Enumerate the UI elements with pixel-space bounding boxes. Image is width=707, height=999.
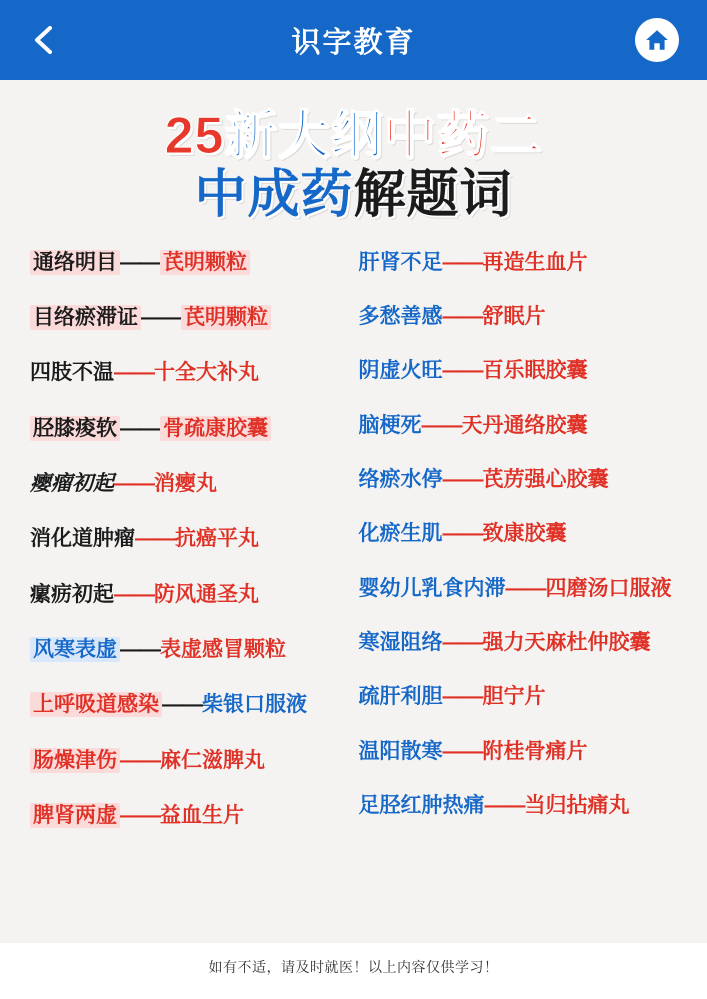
list-item — [30, 691, 349, 719]
title-seg-xindagang: 新大纲 — [224, 107, 384, 165]
list-item — [359, 466, 678, 494]
entry-drug: 强力天麻杜仲胶囊 — [482, 631, 651, 655]
entry-term: 脾肾两虚 — [30, 803, 120, 828]
disclaimer-text: 如有不适，请及时就医！以上内容仅供学习！ — [208, 959, 499, 975]
entry-term: 肠燥津伤 — [30, 748, 120, 773]
entry-term: 足胫红肿热痛 — [358, 794, 485, 818]
entry-term: 疏肝利胆 — [358, 685, 443, 709]
list-item — [359, 520, 678, 548]
entry-dash: —— — [505, 576, 546, 600]
entry-dash: —— — [135, 527, 175, 551]
entry-dash: —— — [114, 582, 154, 606]
entry-term: 阴虚火旺 — [358, 359, 443, 383]
entry-drug: 胆宁片 — [482, 685, 546, 709]
title-seg-25: 25 — [164, 107, 225, 165]
list-item — [30, 249, 349, 277]
entry-dash: —— — [484, 794, 525, 818]
entry-dash: —— — [442, 250, 483, 274]
entry-drug: 芪明颗粒 — [160, 250, 250, 275]
entry-dash: —— — [442, 468, 483, 492]
chevron-left-icon[interactable] — [28, 23, 62, 57]
entry-dash: —— — [141, 306, 181, 330]
entry-dash: —— — [442, 631, 483, 655]
list-item — [30, 636, 349, 664]
entry-drug: 附桂骨痛片 — [482, 739, 588, 763]
list-item — [30, 802, 349, 830]
list-item — [30, 415, 349, 443]
entry-dash: —— — [442, 305, 483, 329]
entry-term: 胫膝痠软 — [30, 416, 120, 441]
list-item — [30, 525, 349, 553]
page-title: 识字教育 — [291, 26, 416, 59]
poster-title — [22, 80, 685, 241]
list-item — [30, 359, 349, 387]
entry-dash: —— — [162, 693, 202, 717]
list-item — [359, 738, 678, 766]
entry-dash: —— — [120, 804, 160, 828]
entry-drug: 致康胶囊 — [482, 522, 567, 546]
entry-term: 瘰疬初起 — [30, 582, 114, 606]
entry-dash: —— — [120, 748, 160, 772]
list-item — [359, 575, 678, 603]
entry-dash: —— — [442, 522, 483, 546]
entry-term: 目络瘀滞证 — [30, 305, 141, 330]
list-item — [359, 303, 678, 331]
entry-term: 消化道肿瘤 — [30, 527, 135, 551]
entry-drug: 天丹通络胶囊 — [461, 413, 588, 437]
entry-drug: 再造生血片 — [482, 250, 588, 274]
entry-term: 婴幼儿乳食内滞 — [358, 576, 506, 600]
list-item — [30, 581, 349, 609]
list-item — [359, 412, 678, 440]
list-item — [30, 470, 349, 498]
list-item — [359, 357, 678, 385]
entry-term: 上呼吸道感染 — [30, 692, 162, 717]
entry-term: 化瘀生肌 — [358, 522, 443, 546]
entry-term: 络瘀水停 — [358, 468, 443, 492]
entry-columns — [22, 241, 685, 858]
list-item — [30, 747, 349, 775]
entry-drug: 柴银口服液 — [202, 693, 307, 717]
home-icon[interactable] — [635, 18, 679, 62]
title-seg-zhongyaoer: 中药二 — [383, 107, 543, 165]
entry-dash: —— — [442, 359, 483, 383]
entry-drug: 当归拈痛丸 — [524, 794, 630, 818]
entry-term: 多愁善感 — [358, 305, 443, 329]
app-header — [0, 0, 707, 80]
poster-title-line-1 — [22, 106, 685, 167]
entry-dash: —— — [442, 685, 483, 709]
entry-drug: 百乐眠胶囊 — [482, 359, 588, 383]
title-seg-zhongchengyao: 中成药 — [194, 166, 354, 225]
entry-term: 通络明目 — [30, 250, 120, 275]
right-column — [359, 249, 678, 858]
poster-title-line-2 — [22, 165, 685, 226]
entry-drug: 芪苈强心胶囊 — [482, 468, 609, 492]
list-item — [359, 792, 678, 820]
entry-dash: —— — [114, 361, 154, 385]
entry-term: 四肢不温 — [30, 361, 114, 385]
entry-term: 寒湿阻络 — [358, 631, 443, 655]
entry-term: 肝肾不足 — [358, 250, 443, 274]
entry-drug: 舒眠片 — [482, 305, 546, 329]
entry-term: 脑梗死 — [358, 413, 422, 437]
entry-drug: 表虚感冒颗粒 — [160, 638, 286, 662]
footer — [0, 943, 707, 999]
entry-dash: —— — [120, 638, 160, 662]
entry-term: 温阳散寒 — [358, 739, 443, 763]
title-seg-jietici: 解题词 — [353, 166, 513, 225]
entry-dash: —— — [114, 472, 154, 496]
entry-drug: 消瘿丸 — [154, 472, 217, 496]
entry-dash: —— — [421, 413, 462, 437]
entry-drug: 益血生片 — [160, 804, 244, 828]
entry-term: 风寒表虚 — [30, 637, 120, 662]
poster-content — [0, 80, 707, 943]
entry-drug: 麻仁滋脾丸 — [160, 748, 265, 772]
list-item — [359, 629, 678, 657]
list-item — [359, 249, 678, 277]
entry-drug: 抗癌平丸 — [175, 527, 259, 551]
entry-dash: —— — [442, 739, 483, 763]
entry-dash: —— — [120, 250, 160, 274]
entry-dash: —— — [120, 416, 160, 440]
entry-drug: 四磨汤口服液 — [545, 576, 672, 600]
list-item — [359, 683, 678, 711]
list-item — [30, 304, 349, 332]
entry-drug: 芪明颗粒 — [181, 305, 271, 330]
entry-drug: 十全大补丸 — [154, 361, 259, 385]
entry-drug: 骨疏康胶囊 — [160, 416, 271, 441]
left-column — [30, 249, 349, 858]
entry-drug: 防风通圣丸 — [154, 582, 259, 606]
entry-term: 瘿瘤初起 — [30, 472, 114, 496]
